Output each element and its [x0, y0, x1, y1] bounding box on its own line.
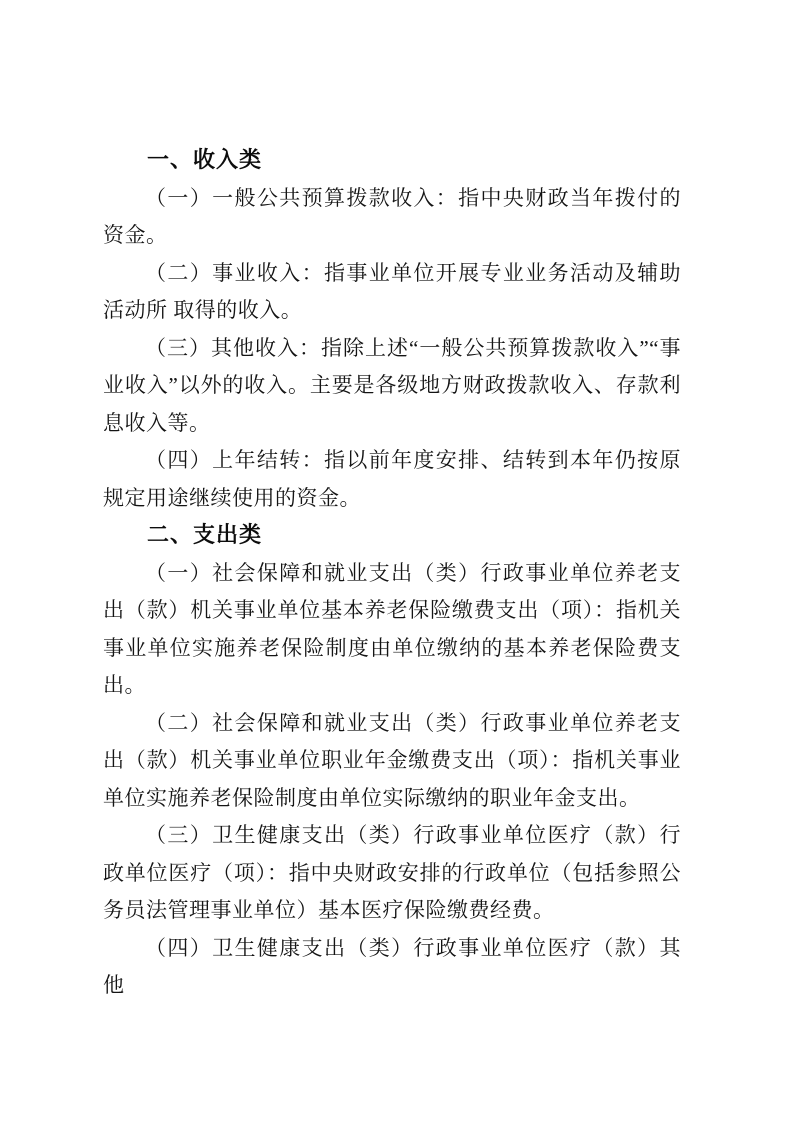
- paragraph-expenditure-2: （二）社会保障和就业支出（类）行政事业单位养老支出（款）机关事业单位职业年金缴费支出（项）：指机关事业单位实施养老保险制度由单位实际缴纳的职业年金支出。: [103, 710, 681, 810]
- paragraph-income-4: （四）上年结转：指以前年度安排、结转到本年仍按原规定用途继续使用的资金。: [103, 448, 681, 510]
- paragraph-income-2: （二）事业收入：指事业单位开展专业业务活动及辅助活动所 取得的收入。: [103, 260, 681, 322]
- paragraph-expenditure-3: （三）卫生健康支出（类）行政事业单位医疗（款）行政单位医疗（项）：指中央财政安排的行政单位（包括参照公务员法管理事业单位）基本医疗保险缴费经费。: [103, 823, 681, 922]
- paragraph-expenditure-1: （一）社会保障和就业支出（类）行政事业单位养老支出（款）机关事业单位基本养老保险缴费支出（项）：指机关事业单位实施养老保险制度由单位缴纳的基本养老保险费支出。: [103, 560, 681, 697]
- paragraph-income-3: （三）其他收入：指除上述“一般公共预算拨款收入”“事业收入”以外的收入。主要是各级地方财政拨款收入、存款利息收入等。: [103, 335, 681, 435]
- document-content: [103, 142, 681, 1005]
- section-heading-expenditure-category: 二、支出类: [147, 523, 263, 548]
- paragraph-income-1: （一）一般公共预算拨款收入：指中央财政当年拨付的资金。: [103, 185, 681, 247]
- section-heading-income-category: 一、收入类: [147, 148, 263, 173]
- paragraph-expenditure-4: （四）卫生健康支出（类）行政事业单位医疗（款）其他: [103, 935, 681, 997]
